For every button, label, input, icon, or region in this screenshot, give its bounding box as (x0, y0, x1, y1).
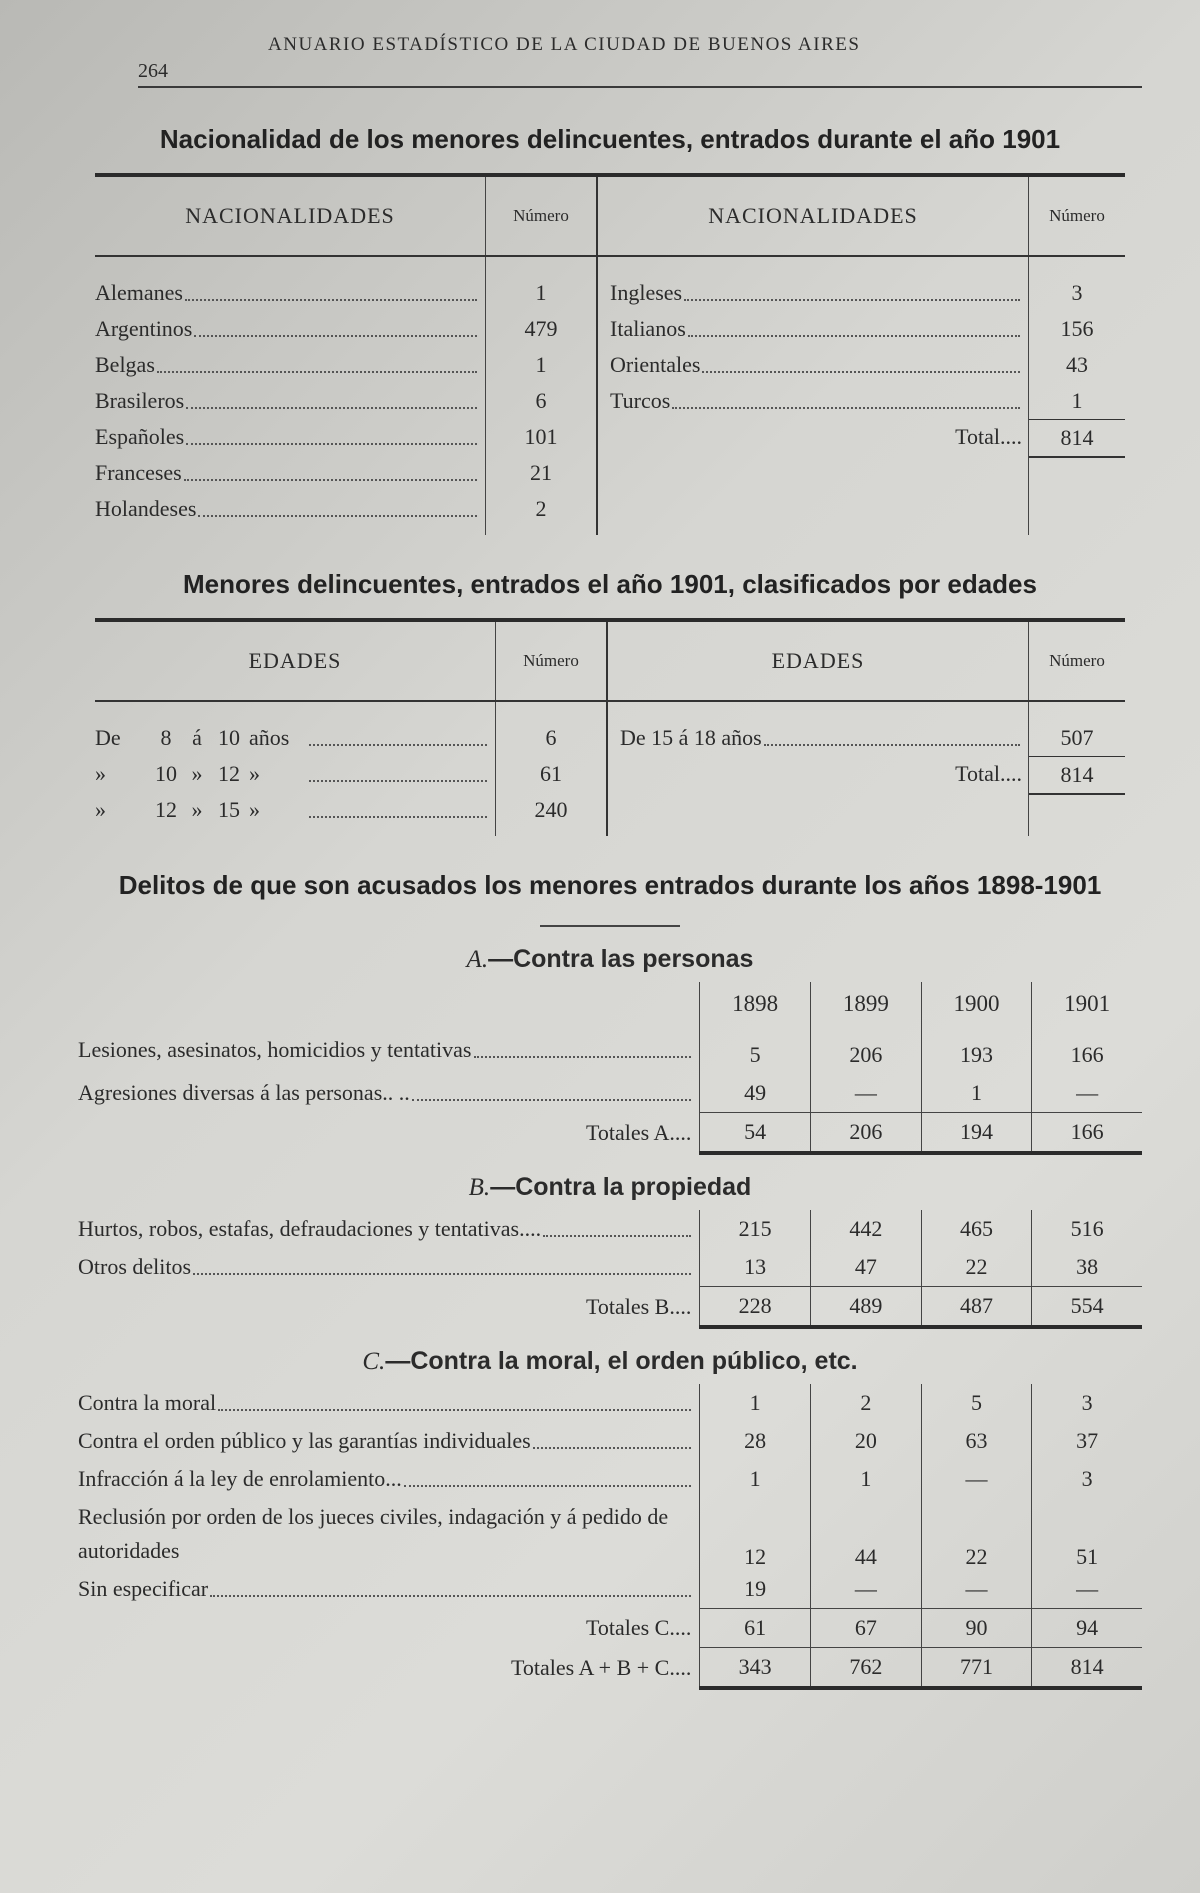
year-header: 1900 (921, 982, 1032, 1026)
edades-right-names (608, 702, 1028, 836)
nacionalidad-table (95, 173, 1125, 535)
col-edades-right: EDADES (771, 648, 865, 673)
grand-totals-row: Totales A + B + C.... 343 762 771 814 (78, 1648, 1142, 1689)
totals-row: Totales C.... 61 67 90 94 (78, 1609, 1142, 1648)
table-row: De 15 á 18 años (620, 720, 1028, 756)
totals-row: Totales A.... 54 206 194 166 (78, 1113, 1142, 1154)
table-row: Otros delitos 13 47 22 38 (78, 1248, 1142, 1287)
totals-row: Totales B.... 228 489 487 554 (78, 1287, 1142, 1328)
table-row: Orientales (610, 347, 1028, 383)
edades-left-values: 6 61 240 (495, 702, 606, 836)
edades-left-names (95, 702, 495, 836)
table-row: Brasileros (95, 383, 485, 419)
section-b-table (78, 1210, 1142, 1329)
year-header: 1899 (811, 982, 922, 1026)
nacionalidad-left-names (95, 257, 485, 535)
nacionalidad-total-label: Total.... (955, 424, 1022, 449)
delitos-title: Delitos de que son acusados los menores entrados durante los años 1898-1901 (118, 870, 1102, 900)
running-title: ANUARIO ESTADÍSTICO DE LA CIUDAD DE BUENOS AIRES (268, 34, 861, 55)
edades-title: Menores delincuentes, entrados el año 1901, clasificados por edades (183, 569, 1037, 599)
year-header: 1898 (700, 982, 811, 1026)
section-b-heading: B.—Contra la propiedad (468, 1173, 752, 1201)
col-numero-left: Número (485, 177, 596, 255)
table-row: Turcos (610, 383, 1028, 419)
table-row: Contra la moral 1 2 5 3 (78, 1384, 1142, 1422)
edades-total-value: 814 (1029, 756, 1125, 795)
table-row: Lesiones, asesinatos, homicidios y tentativas 5 206 193 166 (78, 1026, 1142, 1074)
table-row: Argentinos (95, 311, 485, 347)
year-header: 1901 (1032, 982, 1142, 1026)
col-nacionalidades-right: NACIONALIDADES (708, 203, 918, 228)
running-head (138, 24, 1142, 88)
col-nacionalidades-left: NACIONALIDADES (185, 203, 395, 228)
table-row: Belgas (95, 347, 485, 383)
table-row: Ingleses (610, 275, 1028, 311)
nacionalidad-header (95, 177, 1125, 257)
table-row: Españoles (95, 419, 485, 455)
table-row: » 10 » 12 » (95, 756, 495, 792)
table-row: Reclusión por orden de los jueces civiles, indagación y á pedido de autoridades 12 44 22 51 (78, 1498, 1142, 1570)
table-row: Alemanes (95, 275, 485, 311)
divider (540, 925, 680, 927)
table-row: Agresiones diversas á las personas.. .. 49 — 1 — (78, 1074, 1142, 1113)
edades-header (95, 622, 1125, 702)
table-row: Contra el orden público y las garantías individuales 28 20 63 37 (78, 1422, 1142, 1460)
table-row: Italianos (610, 311, 1028, 347)
nacionalidad-total-value: 814 (1029, 419, 1125, 458)
table-row: Hurtos, robos, estafas, defraudaciones y tentativas.... 215 442 465 516 (78, 1210, 1142, 1248)
nacionalidad-title: Nacionalidad de los menores delincuentes, entrados durante el año 1901 (159, 124, 1061, 154)
col-numero-left: Número (495, 622, 606, 700)
section-a-table (78, 982, 1142, 1155)
nacionalidad-right-values: 3 156 43 1 814 (1028, 257, 1125, 535)
table-row: » 12 » 15 » (95, 792, 495, 828)
section-c-table (78, 1384, 1142, 1690)
table-row: Infracción á la ley de enrolamiento... 1 1 — 3 (78, 1460, 1142, 1498)
table-row: Holandeses (95, 491, 485, 527)
section-c-heading: C.—Contra la moral, el orden público, etc. (362, 1347, 858, 1375)
nacionalidad-right-names (598, 257, 1028, 535)
col-edades-left: EDADES (248, 648, 342, 673)
table-row: Sin especificar 19 — — — (78, 1570, 1142, 1609)
page-number: 264 (138, 60, 168, 82)
col-numero-right: Número (1028, 622, 1125, 700)
table-row: Franceses (95, 455, 485, 491)
edades-right-values: 507 814 (1028, 702, 1125, 836)
nacionalidad-left-values: 1 479 1 6 101 21 2 (485, 257, 596, 535)
edades-total-label: Total.... (955, 761, 1022, 786)
section-a-heading: A.—Contra las personas (466, 945, 754, 973)
edades-table (95, 618, 1125, 836)
table-row: De 8 á 10 años (95, 720, 495, 756)
col-numero-right: Número (1028, 177, 1125, 255)
